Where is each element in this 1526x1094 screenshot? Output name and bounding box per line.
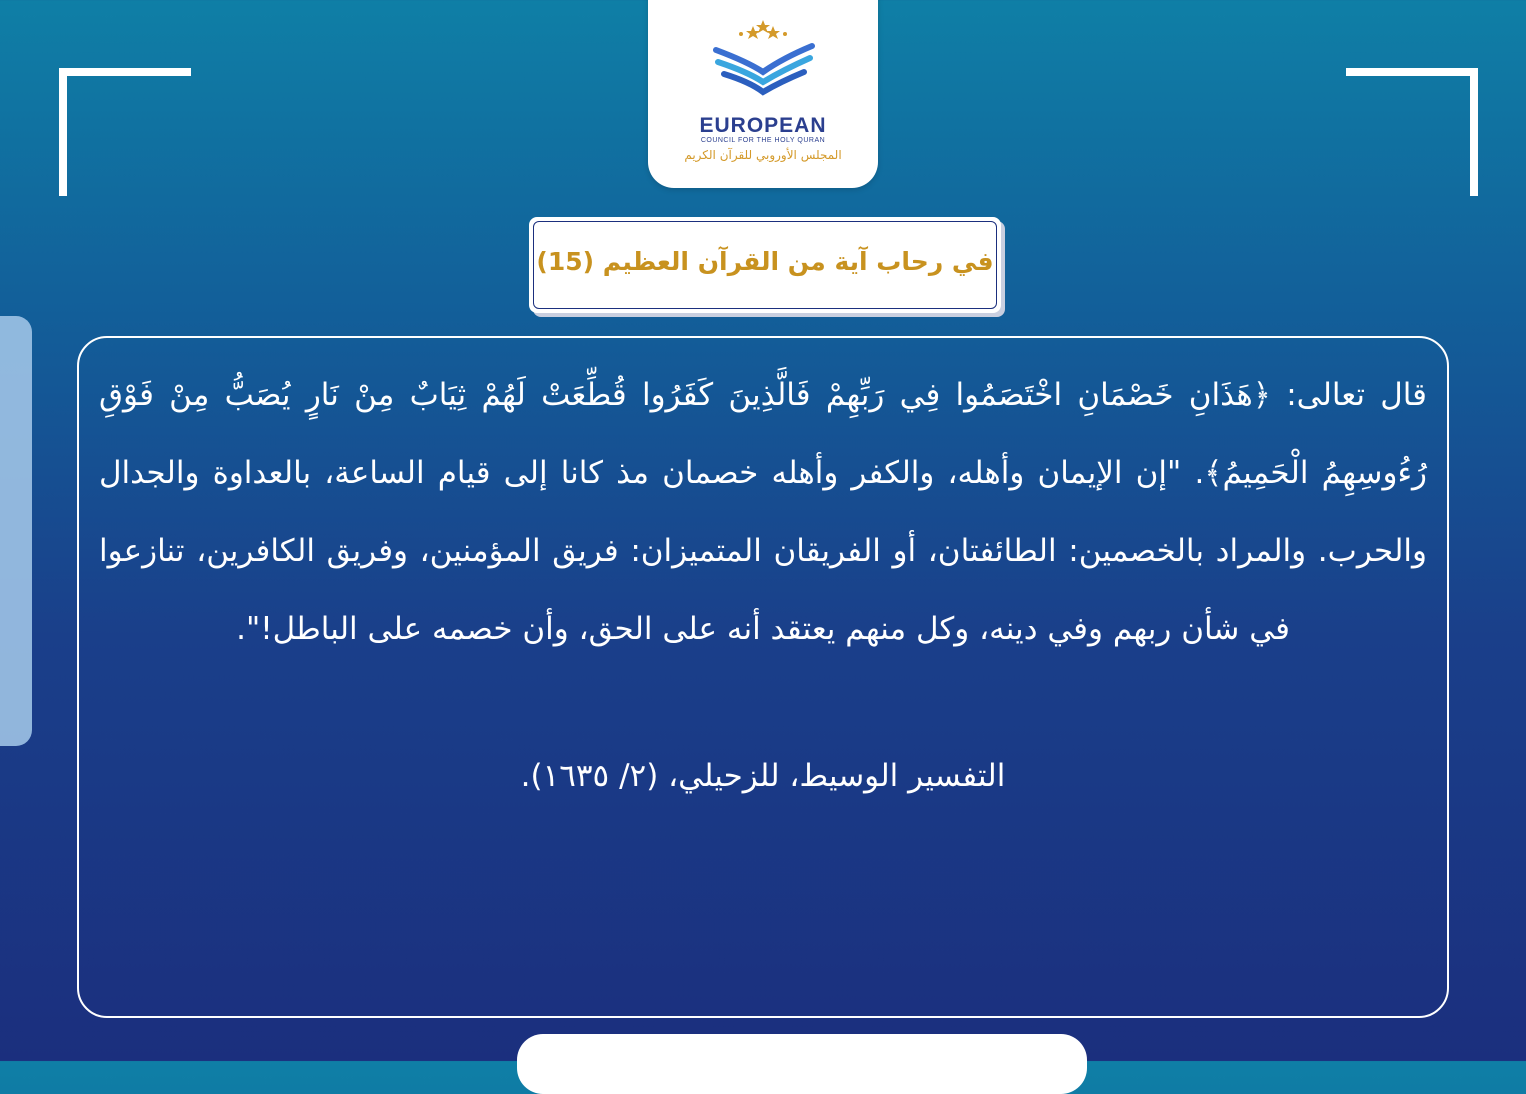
logo-arabic-name: المجلس الأوروبي للقرآن الكريم	[684, 148, 842, 162]
verse-and-commentary: قال تعالى: ﴿هَذَانِ خَصْمَانِ اخْتَصَمُوا فِي رَبِّهِمْ فَالَّذِينَ كَفَرُوا قُطِّعَتْ لَهُمْ ثِيَابٌ مِنْ نَارٍ يُصَبُّ مِنْ فَوْقِ رُءُوسِهِمُ الْحَمِيمُ﴾. "إن الإيمان وأهله، والكفر وأهله خصمان مذ كانا إلى قيام الساعة، بالعداوة والجدال والحرب. والمراد بالخصمين: الطائفتان، أو الفريقان المتميزان: فريق المؤمنين، وفريق الكافرين، تنازعوا في شأن ربهم وفي دينه، وكل منهم يعتقد أنه على الحق، وأن خصمه على الباطل!".	[99, 377, 1427, 647]
title-banner	[529, 217, 1001, 313]
logo-wordmark: EUROPEAN	[699, 114, 827, 137]
logo-card	[648, 0, 878, 188]
frame-corner-top-left	[59, 68, 191, 196]
frame-corner-top-right	[1346, 68, 1478, 196]
logo-subtitle: COUNCIL FOR THE HOLY QURAN	[700, 137, 826, 144]
page-title: في رحاب آية من القرآن العظيم (15)	[536, 247, 994, 276]
source-citation: التفسير الوسيط، للزحيلي، (٢/ ١٦٣٥).	[520, 758, 1006, 794]
side-tab-decoration	[0, 316, 32, 746]
bottom-tab-decoration	[517, 1034, 1087, 1094]
content-panel	[77, 336, 1449, 1018]
logo-emblem-icon	[708, 16, 818, 96]
